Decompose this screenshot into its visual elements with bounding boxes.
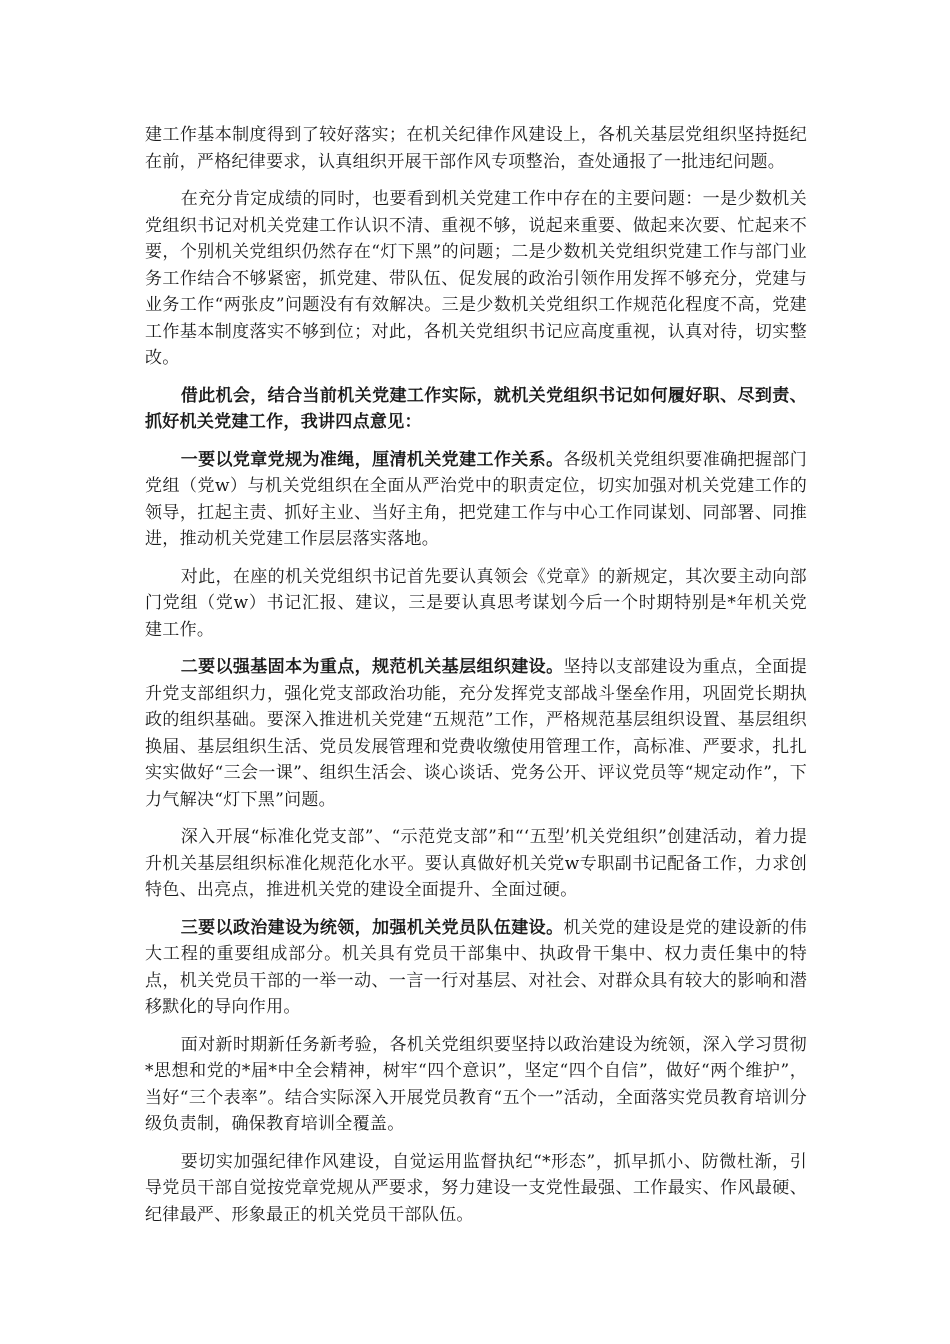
paragraph-3-intro bbox=[145, 383, 807, 436]
paragraph-text: 各级机关党组织要准确把握部门党组（党w）与机关党组织在全面从严治党中的职责定位，切实加强对机关党建工作的领导，扛起主责、抓好主业、当好主角，把党建工作与中心工作同谋划、同部署、同推进，推动机关党建工作层层落实落地。 bbox=[145, 449, 807, 549]
paragraph-heading: 二要以强基固本为重点，规范机关基层组织建设。 bbox=[180, 657, 564, 677]
paragraph-4 bbox=[145, 447, 807, 553]
paragraph-text: 深入开展“标准化党支部”、“示范党支部”和“‘五型’机关党组织”创建活动，着力提升机关基层组织标准化规范化水平。要认真做好机关党w专职副书记配备工作，力求创特色、出亮点，推进机关党的建设全面提升、全面过硬。 bbox=[145, 827, 807, 900]
paragraph-text: 借此机会，结合当前机关党建工作实际，就机关党组织书记如何履好职、尽到责、抓好机关党建工作，我讲四点意见： bbox=[145, 385, 807, 432]
paragraph-9 bbox=[145, 1032, 807, 1138]
paragraph-text: 在充分肯定成绩的同时，也要看到机关党建工作中存在的主要问题：一是少数机关党组织书记对机关党建工作认识不清、重视不够，说起来重要、做起来次要、忙起来不要，个别机关党组织仍然存在“灯下黑”的问题；二是少数机关党组织党建工作与部门业务工作结合不够紧密，抓党建、带队伍、促发展的政治引领作用发挥不够充分，党建与业务工作“两张皮”问题没有有效解决。三是少数机关党组织工作规范化程度不高，党建工作基本制度落实不够到位；对此，各机关党组织书记应高度重视，认真对待，切实整改。 bbox=[145, 189, 807, 368]
paragraph-7 bbox=[145, 824, 807, 904]
paragraph-heading: 一要以党章党规为准绳，厘清机关党建工作关系。 bbox=[180, 449, 564, 470]
paragraph-text: 面对新时期新任务新考验，各机关党组织要坚持以政治建设为统领，深入学习贯彻*思想和党的*届*中全会精神，树牢“四个意识”，坚定“四个自信”，做好“两个维护”，当好“三个表率”。结合实际深入开展党员教育“五个一”活动，全面落实党员教育培训分级负责制，确保教育培训全覆盖。 bbox=[145, 1034, 807, 1134]
paragraph-text: 要切实加强纪律作风建设，自觉运用监督执纪“*形态”，抓早抓小、防微杜渐，引导党员干部自觉按党章党规从严要求，努力建设一支党性最强、工作最实、作风最硬、纪律最严、形象最正的机关党员干部队伍。 bbox=[145, 1151, 807, 1225]
paragraph-5 bbox=[145, 564, 807, 644]
paragraph-8 bbox=[145, 915, 807, 1021]
paragraph-heading: 三要以政治建设为统领，加强机关党员队伍建设。 bbox=[180, 917, 564, 938]
paragraph-1 bbox=[145, 122, 807, 175]
paragraph-2 bbox=[145, 186, 807, 372]
document-page bbox=[145, 122, 807, 1239]
paragraph-text: 机关党的建设是党的建设新的伟大工程的重要组成部分。机关具有党员干部集中、执政骨干集中、权力责任集中的特点，机关党员干部的一举一动、一言一行对基层、对社会、对群众具有较大的影响和潜移默化的导向作用。 bbox=[145, 917, 807, 1017]
paragraph-10 bbox=[145, 1149, 807, 1229]
paragraph-text: 坚持以支部建设为重点，全面提升党支部组织力，强化党支部政治功能，充分发挥党支部战斗堡垒作用，巩固党长期执政的组织基础。要深入推进机关党建“五规范”工作，严格规范基层组织设置、基层组织换届、基层组织生活、党员发展管理和党费收缴使用管理工作，高标准、严要求，扎扎实实做好“三会一课”、组织生活会、谈心谈话、党务公开、评议党员等“规定动作”，下力气解决“灯下黑”问题。 bbox=[145, 657, 807, 810]
paragraph-6 bbox=[145, 654, 807, 813]
paragraph-text: 建工作基本制度得到了较好落实；在机关纪律作风建设上，各机关基层党组织坚持挺纪在前，严格纪律要求，认真组织开展干部作风专项整治，查处通报了一批违纪问题。 bbox=[145, 125, 807, 172]
paragraph-text: 对此，在座的机关党组织书记首先要认真领会《党章》的新规定，其次要主动向部门党组（党w）书记汇报、建议，三是要认真思考谋划今后一个时期特别是*年机关党建工作。 bbox=[145, 566, 807, 640]
